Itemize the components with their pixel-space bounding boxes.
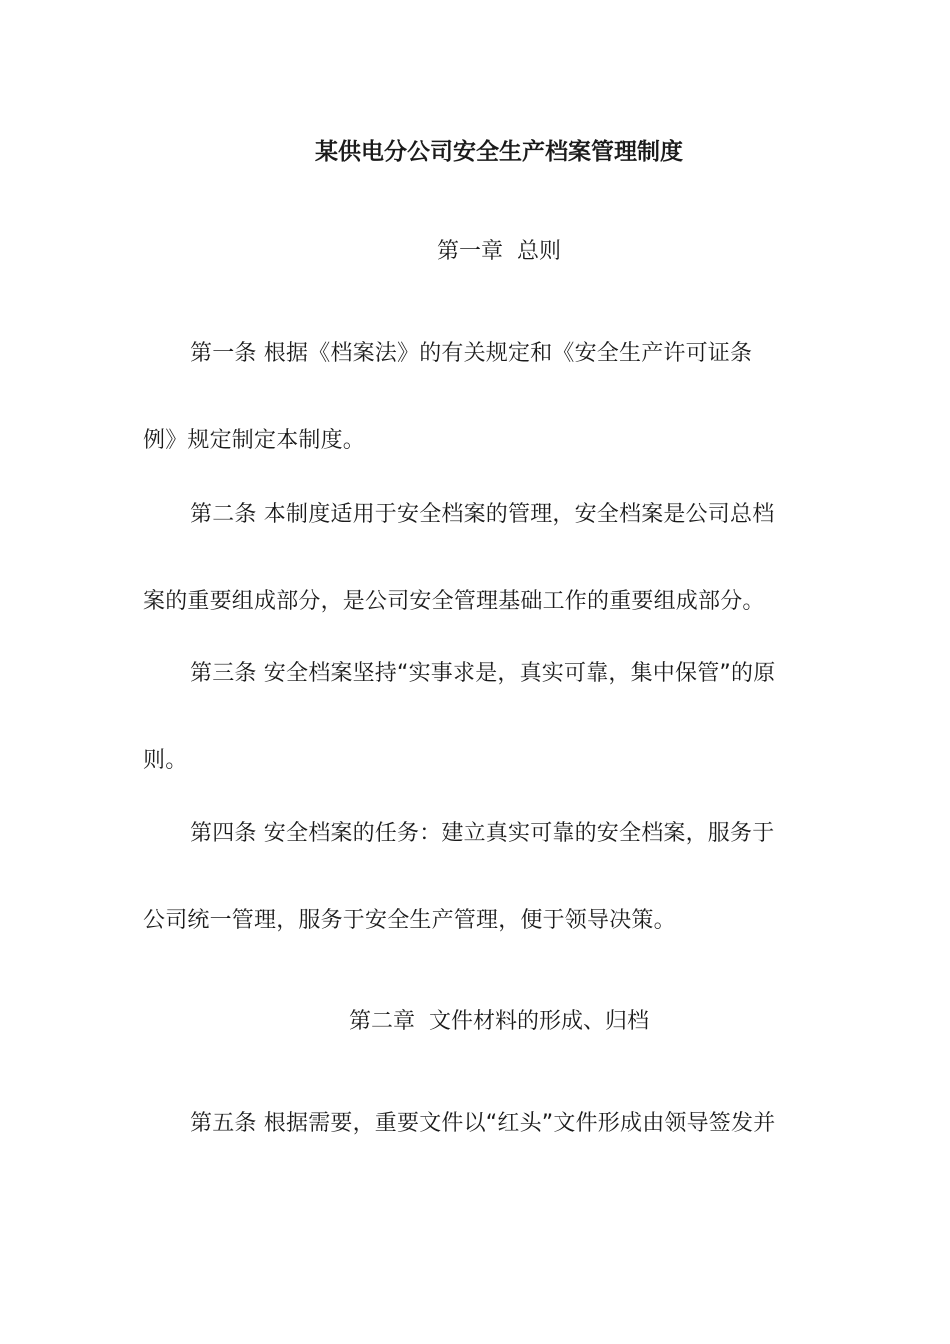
article-1-line-1: 第一条 根据《档案法》的有关规定和《安全生产许可证条 — [190, 341, 753, 366]
article-2-line-1: 第二条 本制度适用于安全档案的管理，安全档案是公司总档 — [190, 502, 775, 527]
chapter-heading-2 — [0, 1006, 950, 1038]
chapter-number: 第一章 — [436, 239, 503, 264]
chapter-number: 第二章 — [348, 1009, 415, 1034]
article-1-line-2: 例》规定制定本制度。 — [143, 428, 366, 453]
article-4-line-2: 公司统一管理，服务于安全生产管理，便于领导决策。 — [143, 908, 676, 933]
article-3-line-2: 则。 — [143, 748, 188, 773]
chapter-heading-1 — [0, 236, 950, 268]
article-3-line-1: 第三条 安全档案坚持“实事求是，真实可靠，集中保管”的原 — [190, 661, 776, 686]
article-4-line-1: 第四条 安全档案的任务：建立真实可靠的安全档案，服务于 — [190, 821, 775, 846]
chapter-name: 文件材料的形成、归档 — [429, 1009, 650, 1034]
document-title: 某供电分公司安全生产档案管理制度 — [315, 139, 683, 165]
chapter-name: 总则 — [517, 239, 562, 264]
article-5-line-1: 第五条 根据需要，重要文件以“红头”文件形成由领导签发并 — [190, 1111, 776, 1136]
article-2-line-2: 案的重要组成部分，是公司安全管理基础工作的重要组成部分。 — [143, 589, 765, 614]
